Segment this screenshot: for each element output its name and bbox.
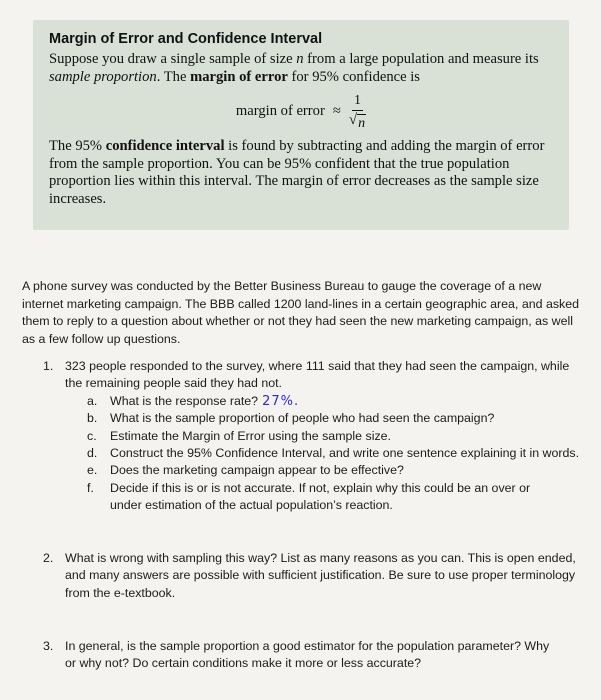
sub-question: f. Decide if this is or is not accurate. If not, explain why this could be an over or under estimation of the actual population’s reaction. <box>87 480 531 513</box>
sub-question: e. Does the marketing campaign appear to be effective? <box>87 463 404 478</box>
question-number: 3. <box>43 639 54 653</box>
fraction-denominator <box>349 111 366 133</box>
question-number: 1. <box>43 359 54 373</box>
approx-symbol: ≈ <box>332 103 341 120</box>
formula-label: margin of error <box>235 103 325 120</box>
question-text: 323 people responded to the survey, where 111 said that they had seen the campaign, while the remaining people said they had not. <box>65 359 570 391</box>
box-paragraph-1: Suppose you draw a single sample of size n from a large population and measure its sample proportion. The margin of error for 95% confidence is <box>49 51 539 85</box>
sub-question-list <box>87 393 583 515</box>
sub-question: d. Construct the 95% Confidence Interval, and write one sentence explaining it in words. <box>87 446 580 461</box>
fraction <box>349 92 366 133</box>
box-title: Margin of Error and Confidence Interval <box>49 31 323 47</box>
box-paragraph-2: The 95% confidence interval is found by subtracting and adding the margin of error from the sample proportion. You can be 95% confident that the true population proportion lies within this interval. The margin of error decreases as the sample size increases. <box>49 138 545 207</box>
sub-question: a. What is the response rate? 27%. <box>87 393 300 409</box>
question-text: In general, is the sample proportion a good estimator for the population parameter? Why or why not? Do certain conditions make it more or less accurate? <box>65 639 550 671</box>
box-body <box>49 51 553 208</box>
sub-question: c. Estimate the Margin of Error using the sample size. <box>87 428 391 443</box>
question-2 <box>43 550 583 602</box>
question-3 <box>43 638 563 673</box>
definition-box <box>33 20 569 230</box>
question-text: What is wrong with sampling this way? List as many reasons as you can. This is open ended, and many answers are possible with sufficient justification. Be sure to use proper terminology from the e-textbook. <box>65 551 576 600</box>
radical-icon: √ <box>348 112 358 128</box>
square-root: √ n <box>348 112 366 131</box>
fraction-numerator: 1 <box>352 92 363 112</box>
handwritten-answer: 27%. <box>262 393 300 409</box>
survey-intro: A phone survey was conducted by the Better Business Bureau to gauge the coverage of a new internet marketing campaign. The BBB called 1200 land-lines in a certain geographic area, and asked them to reply to a question about whether or not they had seen the new marketing campaign, as well as a few follow up questions. <box>22 279 580 346</box>
margin-of-error-formula <box>49 92 553 132</box>
question-1 <box>43 358 583 515</box>
sub-question: b. What is the sample proportion of people who had seen the campaign? <box>87 411 495 426</box>
question-number: 2. <box>43 551 54 565</box>
